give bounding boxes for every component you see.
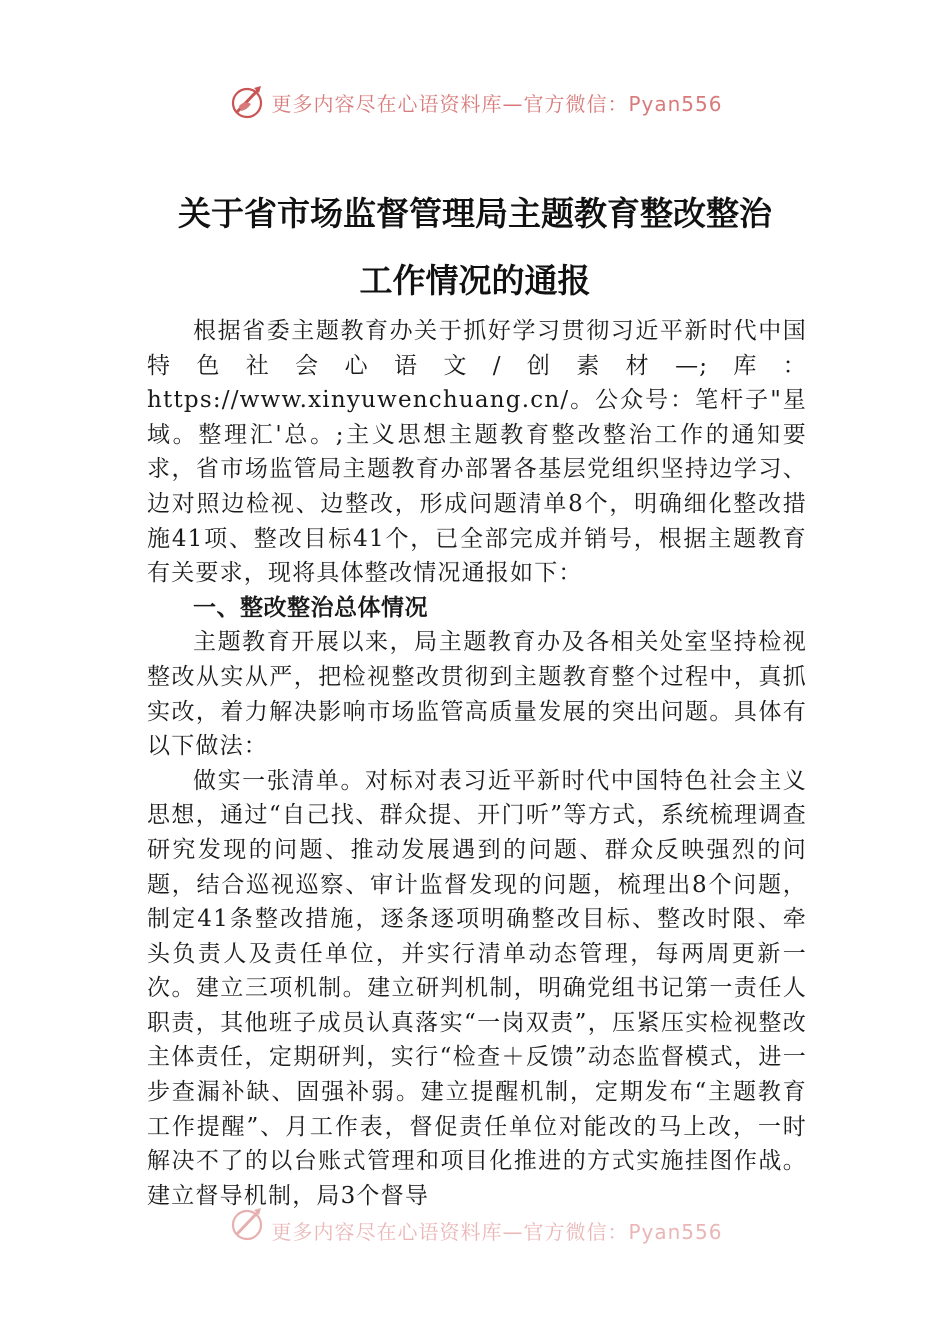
- watermark-text: 更多内容尽在心语资料库—官方微信：Pyan556: [271, 1219, 723, 1244]
- watermark-footer: [0, 1204, 950, 1244]
- watermark-header: [0, 82, 950, 122]
- section-heading-1: 一、整改整治总体情况: [193, 594, 428, 621]
- paragraph-intro: 根据省委主题教育办关于抓好学习贯彻习近平新时代中国特色社会心语文/创素材—;库：https://www.xinyuwenchuang.cn/。公众号：笔杆子"星域。整理汇'总。;主义思想主题教育整改整治工作的通知要求，省市场监管局主题教育办部署各基层党组织坚持边学习、边对照边检视、边整改，形成问题清单8个，明确细化整改措施41项、整改目标41个，已全部完成并销号，根据主题教育有关要求，现将具体整改情况通报如下：: [147, 318, 807, 587]
- document-body: [147, 314, 807, 1213]
- brush-logo-icon: [227, 82, 267, 122]
- document-title-line-1: 关于省市场监督管理局主题教育整改整治: [178, 194, 772, 233]
- document-title-line-2: 工作情况的通报: [359, 261, 591, 300]
- brush-logo-icon: [227, 1204, 267, 1244]
- paragraph-overview: 主题教育开展以来，局主题教育办及各相关处室坚持检视整改从实从严，把检视整改贯彻到主题教育整个过程中，真抓实改，着力解决影响市场监管高质量发展的突出问题。具体有以下做法：: [147, 629, 807, 760]
- paragraph-measures: 做实一张清单。对标对表习近平新时代中国特色社会主义思想，通过“自己找、群众提、开门听”等方式，系统梳理调查研究发现的问题、推动发展遇到的问题、群众反映强烈的问题，结合巡视巡察、审计监督发现的问题，梳理出8个问题，制定41条整改措施，逐条逐项明确整改目标、整改时限、牵头负责人及责任单位，并实行清单动态管理，每两周更新一次。建立三项机制。建立研判机制，明确党组书记第一责任人职责，其他班子成员认真落实“一岗双责”，压紧压实检视整改主体责任，定期研判，实行“检查＋反馈”动态监督模式，进一步查漏补缺、固强补弱。建立提醒机制，定期发布“主题教育工作提醒”、月工作表，督促责任单位对能改的马上改，一时解决不了的以台账式管理和项目化推进的方式实施挂图作战。建立督导机制，局3个督导: [147, 767, 807, 1209]
- watermark-text: 更多内容尽在心语资料库—官方微信：Pyan556: [271, 91, 723, 116]
